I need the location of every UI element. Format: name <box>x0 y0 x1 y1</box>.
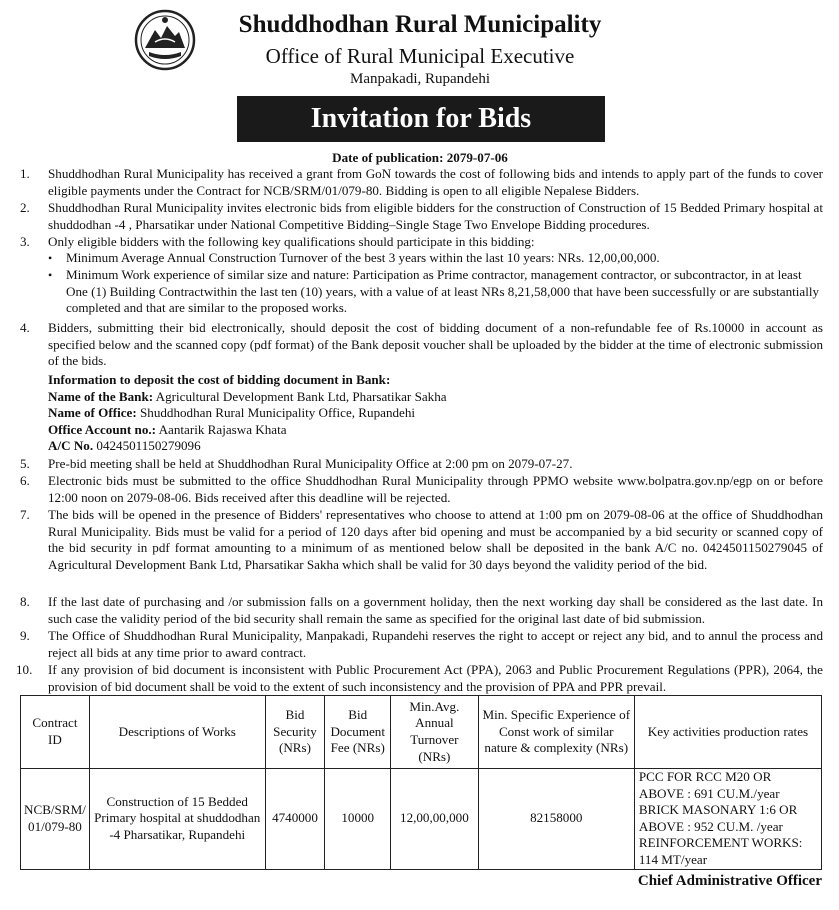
description-cell: Construction of 15 Bedded Primary hospital at shuddodhan -4 Pharsatikar, Rupandehi <box>89 769 265 870</box>
table-row <box>21 769 822 870</box>
clause-text: If the last date of purchasing and /or submission falls on a government holiday, then the next working day shall be considered as the last date. In such case the validity period of the bid security shall remain the same as specified for the original last date of bid submission. <box>48 594 823 626</box>
column-header-turnover: Min.Avg. Annual Turnover (NRs) <box>391 696 479 769</box>
office-account-label: Office Account no.: <box>48 421 157 437</box>
office-name-label: Name of Office: <box>48 405 137 421</box>
clause-text: Shuddhodhan Rural Municipality has received a grant from GoN towards the cost of following bids and intends to apply part of the funds to cover eligible payments under the Contract for NCB/SRM/01/079-80. Bidding is open to all eligible Nepalese Bidders. <box>48 166 823 198</box>
bid-details-table <box>20 695 822 870</box>
account-number-label: A/C No. <box>48 438 94 454</box>
bank-deposit-info <box>48 372 823 455</box>
clause-text: Bidders, submitting their bid electronically, should deposit the cost of bidding document of a non-refundable fee of Rs.10000 in account as specified below and the scanned copy (pdf format) of the Bank deposit voucher shall be uploaded by the bidder at the time of electronic submission of the bids. <box>48 320 823 369</box>
clause-number: 3. <box>20 234 30 249</box>
list-item-text: Minimum Average Annual Construction Turnover of the best 3 years within the last 10 years: NRs. 12,00,00,000. <box>66 250 660 265</box>
clause-number: 9. <box>20 628 30 643</box>
signatory-title: Chief Administrative Officer <box>637 873 822 889</box>
office-name: Office of Rural Municipal Executive <box>265 44 575 68</box>
clause-number: 4. <box>20 320 30 335</box>
document-fee-cell: 10000 <box>325 769 391 870</box>
column-header-contract-id: Contract ID <box>21 696 90 769</box>
clause-text: Only eligible bidders with the following key qualifications should participate in this bidding: <box>48 234 535 249</box>
key-activities-cell: PCC FOR RCC M20 OR ABOVE : 691 CU.M./year BRICK MASONARY 1:6 OR ABOVE : 952 CU.M. /year REINFORCEMENT WORKS: 114 MT/year <box>634 769 821 870</box>
office-account-value: Aantarik Rajaswa Khata <box>158 421 287 437</box>
office-name-value: Shuddhodhan Rural Municipality Office, Rupandehi <box>139 405 416 421</box>
contract-id-cell: NCB/SRM/ 01/079-80 <box>21 769 90 870</box>
clause-number: 8. <box>20 594 30 609</box>
clause-number: 1. <box>20 166 30 181</box>
office-location: Manpakadi, Rupandehi <box>350 71 490 87</box>
bid-security-cell: 4740000 <box>265 769 325 870</box>
bank-name-label: Name of the Bank: <box>48 388 154 404</box>
column-header-bid-security: Bid Security (NRs) <box>265 696 325 769</box>
column-header-key-activities: Key activities production rates <box>634 696 821 769</box>
notice-title: Invitation for Bids <box>310 103 532 134</box>
clause-text: Shuddhodhan Rural Municipality invites electronic bids from eligible bidders for the construction of Construction of 15 Bedded Primary hospital at shuddodhan -4 , Pharsatikar under National Competitive Bidding–Single Stage Two Envelope Bidding procedures. <box>48 200 823 232</box>
account-number-value: 0424501150279096 <box>96 438 201 454</box>
clause-text: Electronic bids must be submitted to the office Shuddhodhan Rural Municipality through PPMO website www.bolpatra.gov.np/egp on or before 12:00 noon on 2079-08-06. Bids received after this deadline will be rejected. <box>48 473 823 505</box>
bank-name-value: Agricultural Development Bank Ltd, Pharsatikar Sakha <box>155 388 447 404</box>
column-header-document-fee: Bid Document Fee (NRs) <box>325 696 391 769</box>
experience-cell: 82158000 <box>478 769 634 870</box>
column-header-experience: Min. Specific Experience of Const work of similar nature & complexity (NRs) <box>478 696 634 769</box>
bullet-icon: • <box>48 268 53 282</box>
clause-text: The Office of Shuddhodhan Rural Municipality, Manpakadi, Rupandehi reserves the right to accept or reject any bid, and to annul the process and reject all bids at any time prior to award contract. <box>48 628 823 660</box>
clause-number: 2. <box>20 200 30 215</box>
org-name: Shuddhodhan Rural Municipality <box>238 11 602 38</box>
title-banner <box>237 96 605 142</box>
bank-info-heading: Information to deposit the cost of bidding document in Bank: <box>48 372 391 387</box>
column-header-description: Descriptions of Works <box>89 696 265 769</box>
bullet-icon: • <box>48 251 53 265</box>
clause-number: 10. <box>16 662 33 677</box>
clause-number: 6. <box>20 473 30 488</box>
clause-number: 5. <box>20 456 30 471</box>
list-item-text: Minimum Work experience of similar size and nature: Participation as Prime contractor, management contractor, or subcontractor, in at least One (1) Building Contractwithin the last ten (10) years, with a value of at least NRs 8,21,58,000 that have been successfully or are substantially completed and that are similar to the proposed works. <box>66 267 820 316</box>
turnover-cell: 12,00,00,000 <box>391 769 479 870</box>
nepal-government-emblem-icon <box>133 8 197 72</box>
clause-text: The bids will be opened in the presence of Bidders' representatives who choose to attend at 1:00 pm on 2079-08-06 at the office of Shuddhodhan Rural Municipality. Bids must be valid for a period of 120 days after bid opening and must be accompanied by a bid security or scanned copy of the bid security in pdf format amounting to a minimum of as mentioned below shall be deposited in the bank A/C no. 0424501150279045 of Agricultural Development Bank Ltd, Pharsatikar Sakha which shall be valid for 30 days beyond the validity period of the bid. <box>48 507 823 572</box>
clause-text: Pre-bid meeting shall be held at Shuddhodhan Rural Municipality Office at 2:00 pm on 2079-07-27. <box>48 456 573 471</box>
clause-text: If any provision of bid document is inconsistent with Public Procurement Act (PPA), 2063 and Public Procurement Regulations (PPR), 2064, the provision of bid document shall be void to the extent of such inconsistency and the provision of PPA and PPR prevail. <box>48 662 823 694</box>
clause-number: 7. <box>20 507 30 522</box>
publication-date: Date of publication: 2079-07-06 <box>332 150 508 165</box>
table-header-row <box>21 696 822 769</box>
